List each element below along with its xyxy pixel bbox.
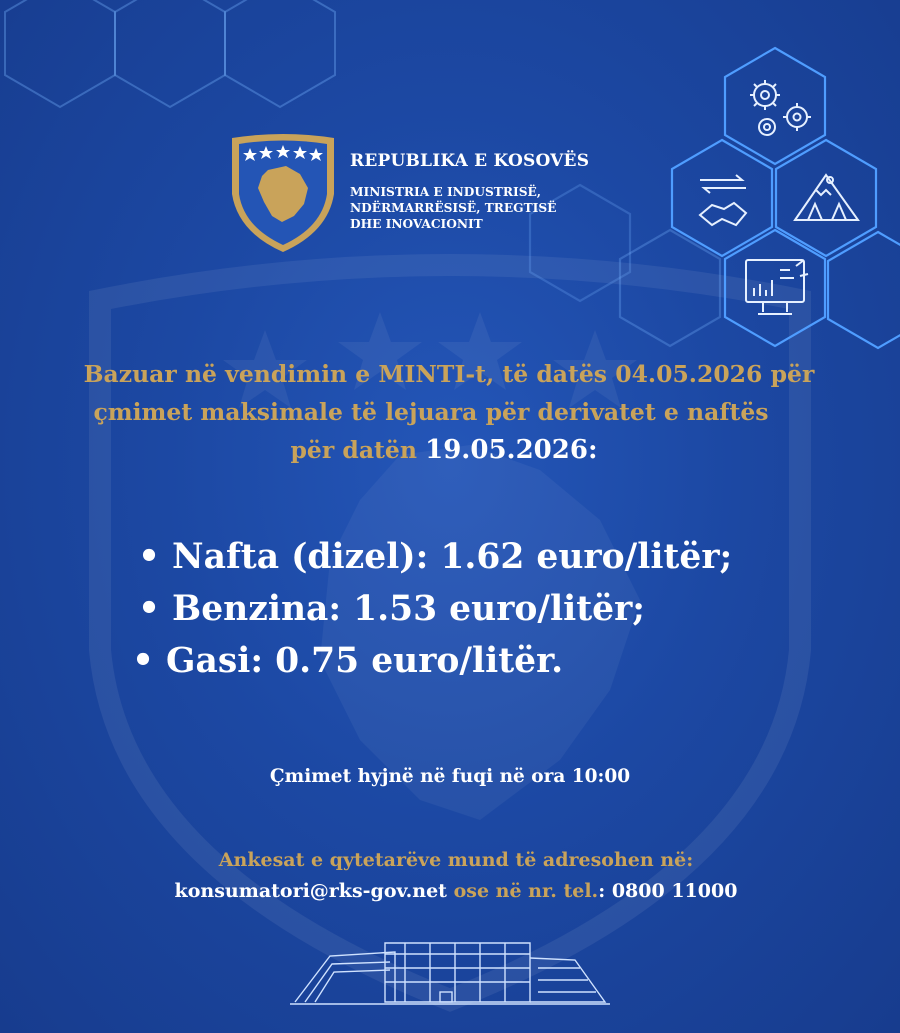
headline-line-2: çmimet maksimale të lejuara për derivatet e naftës bbox=[93, 398, 769, 426]
ministry-line-1: MINISTRIA E INDUSTRISË, bbox=[350, 185, 542, 199]
price-item-petrol: • Benzina: 1.53 euro/litër; bbox=[138, 589, 646, 629]
government-building-icon bbox=[290, 938, 610, 1006]
headline-line-3 bbox=[0, 431, 900, 469]
ministry-line-2: NDËRMARRËSISË, TREGTISË bbox=[350, 201, 557, 215]
handshake-icon bbox=[700, 175, 746, 225]
effective-time-note: Çmimet hyjnë në fuqi në ora 10:00 bbox=[269, 766, 631, 787]
ministry-name bbox=[350, 184, 556, 232]
hexagon-lines-top-left bbox=[5, 0, 335, 107]
ministry-line-3: DHE INOVACIONIT bbox=[350, 217, 483, 231]
headline bbox=[0, 355, 900, 469]
header-title: REPUBLIKA E KOSOVËS bbox=[350, 151, 590, 171]
contact-line bbox=[12, 876, 900, 907]
headline-line-1: Bazuar në vendimin e MINTI-t, të datës 04.05.2026 për bbox=[83, 360, 815, 388]
headline-date-prefix: për datën bbox=[290, 436, 417, 464]
contact-phone[interactable]: 0800 11000 bbox=[611, 880, 738, 902]
price-item-diesel: • Nafta (dizel): 1.62 euro/litër; bbox=[138, 537, 733, 577]
headline-date: 19.05.2026: bbox=[425, 435, 598, 465]
contact-middle-text: ose në nr. tel. bbox=[453, 880, 599, 902]
contact-colon: : bbox=[598, 880, 606, 902]
contact-intro: Ankesat e qytetarëve mund të adresohen në: bbox=[218, 849, 694, 871]
contact-info bbox=[0, 845, 900, 907]
gears-icon bbox=[750, 80, 811, 135]
price-item-gas: • Gasi: 0.75 euro/litër. bbox=[132, 641, 564, 681]
contact-email[interactable]: konsumatori@rks-gov.net bbox=[174, 880, 447, 902]
kosovo-coat-of-arms-icon bbox=[228, 132, 338, 254]
mountain-trees-icon bbox=[795, 175, 858, 220]
hexagon-lines-top-right bbox=[530, 48, 900, 348]
